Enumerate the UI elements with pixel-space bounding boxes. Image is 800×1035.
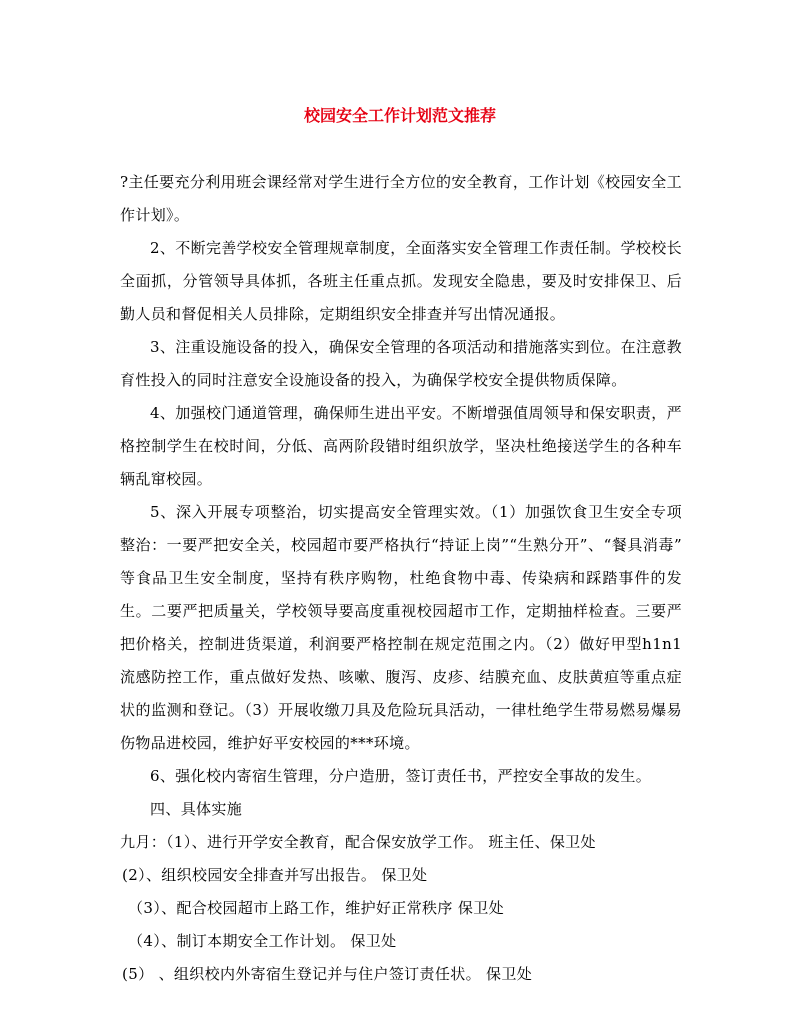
paragraph-item-4: 4、加强校门通道管理，确保师生进出平安。不断增强值周领导和保安职责，严格控制学生在校时间，分低、高两阶段错时组织放学，坚决杜绝接送学生的各种车辆乱窜校园。 (120, 404, 682, 488)
paragraph-item-6: 6、强化校内寄宿生管理，分户造册，签订责任书，严控安全事故的发生。 (150, 767, 652, 785)
document-body (120, 166, 682, 991)
paragraph-item-2: 2、不断完善学校安全管理规章制度，全面落实安全管理工作责任制。学校校长全面抓，分管领导具体抓，各班主任重点抓。发现安全隐患，要及时安排保卫、后勤人员和督促相关人员排除，定期组织安全排查并写出情况通报。 (120, 239, 682, 323)
document-title: 校园安全工作计划范文推荐 (303, 106, 496, 125)
schedule-item-3: （3）、配合校园超市上路工作，维护好正常秩序 保卫处 (128, 899, 504, 917)
schedule-item-5: (5） 、组织校内外寄宿生登记并与住户签订责任状。 保卫处 (122, 965, 533, 983)
section-heading-implementation: 四、具体实施 (150, 800, 243, 818)
schedule-item-1: 九月：（1）、进行开学安全教育，配合保安放学工作。 班主任、保卫处 (120, 833, 596, 851)
schedule-item-2: (2）、组织校园安全排查并写出报告。 保卫处 (122, 866, 428, 884)
paragraph-item-5: 5、深入开展专项整治，切实提高安全管理实效。（1）加强饮食卫生安全专项整治：一要严把安全关，校园超市要严格执行“持证上岗”“生熟分开”、“餐具消毒” 等食品卫生安全制度，坚持有秩序购物，杜绝食物中毒、传染病和踩踏事件的发生。二要严把质量关，学校领导要高度重视校园超市工作，定期抽样检查。三要严把价格关，控制进货渠道，利润要严格控制在规定范围之内。（2）做好甲型h1n1流感防控工作，重点做好发热、咳嗽、腹泻、皮疹、结膜充血、皮肤黄疸等重点症状的监测和登记。（3）开展收缴刀具及危险玩具活动，一律杜绝学生带易燃易爆易伤物品进校园，维护好平安校园的***环境。 (120, 503, 682, 752)
paragraph-intro: ?主任要充分利用班会课经常对学生进行全方位的安全教育，工作计划《校园安全工作计划》。 (120, 173, 682, 224)
schedule-item-4: （4）、制订本期安全工作计划。 保卫处 (128, 932, 397, 950)
paragraph-item-3: 3、注重设施设备的投入，确保安全管理的各项活动和措施落实到位。在注意教育性投入的同时注意安全设施设备的投入，为确保学校安全提供物质保障。 (120, 338, 682, 389)
